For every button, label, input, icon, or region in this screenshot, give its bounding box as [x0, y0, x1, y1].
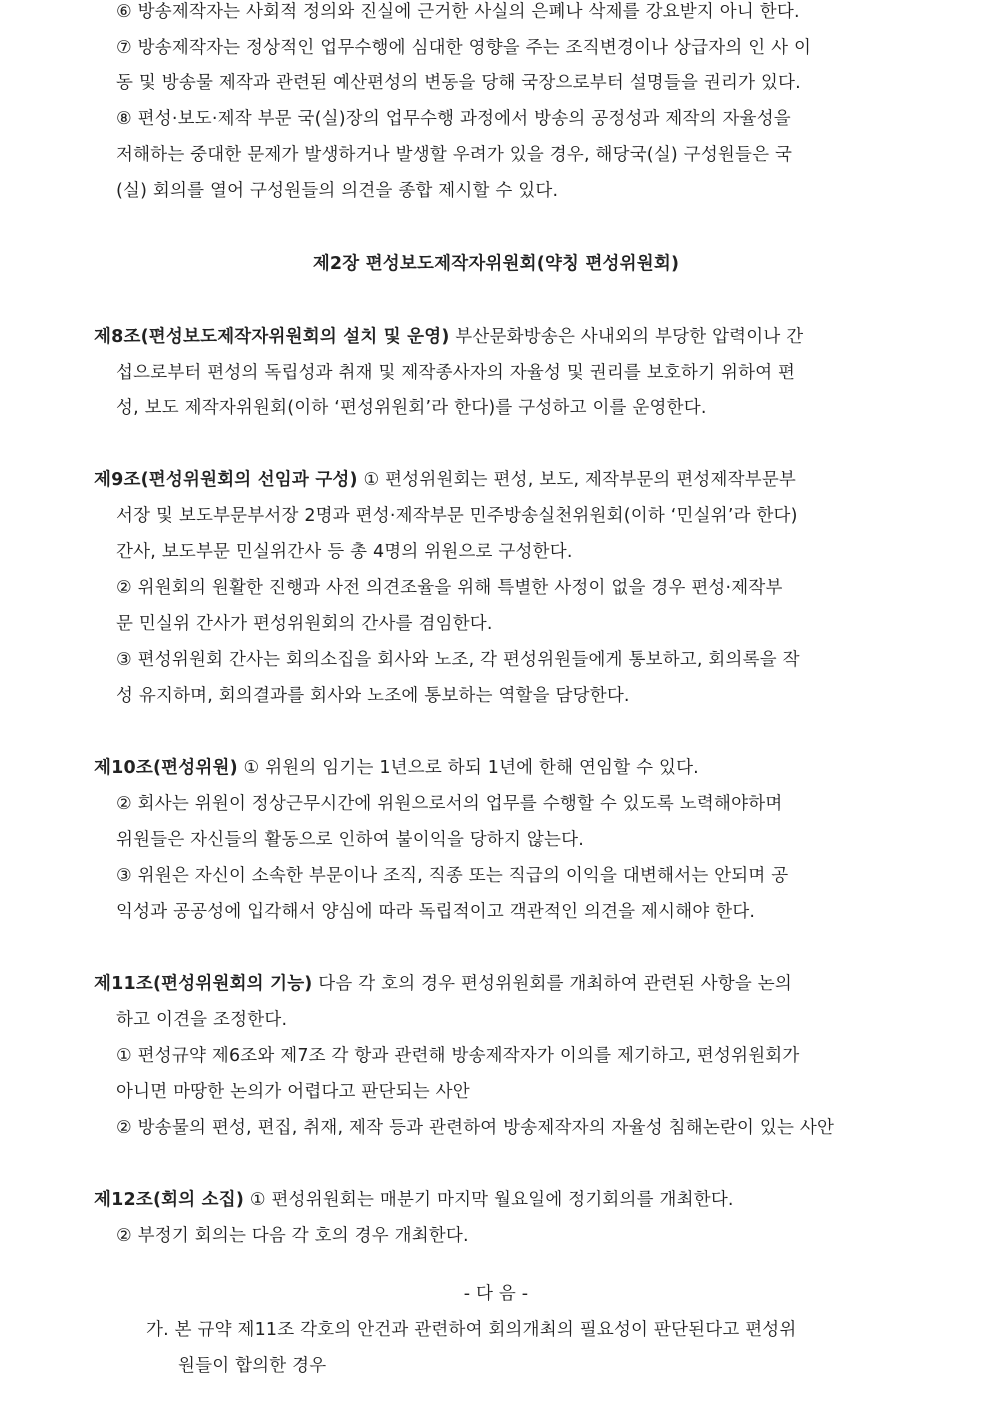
article-11-para-1-line-2: 아니면 마땅한 논의가 어렵다고 판단되는 사안: [116, 1082, 470, 1102]
article-10-para-3-line-1: ③ 위원은 자신이 소속한 부문이나 조직, 직종 또는 직급의 이익을 대변해서는 안되며 공: [116, 866, 789, 886]
article-11-para-1-line-1: ① 편성규약 제6조와 제7조 각 항과 관련해 방송제작자가 이의를 제기하고, 편성위원회가: [116, 1046, 800, 1066]
article-9-para-2-line-1: ② 위원회의 원활한 진행과 사전 의견조율을 위해 특별한 사정이 없을 경우 편성·제작부: [116, 578, 783, 598]
paragraph-8-line-1: ⑧ 편성·보도·제작 부문 국(실)장의 업무수행 과정에서 방송의 공정성과 제작의 자율성을: [116, 109, 791, 129]
paragraph-7-line-2: 동 및 방송물 제작과 관련된 예산편성의 변동을 당해 국장으로부터 설명들을 권리가 있다.: [116, 73, 801, 93]
article-8-line-2: 섭으로부터 편성의 독립성과 취재 및 제작종사자의 자율성 및 권리를 보호하기 위하여 편: [116, 363, 796, 383]
article-11-para-2-line-1: ② 방송물의 편성, 편집, 취재, 제작 등과 관련하여 방송제작자의 자율성 침해논란이 있는 사안: [116, 1118, 835, 1138]
article-10-para-2-line-2: 위원들은 자신들의 활동으로 인하여 불이익을 당하지 않는다.: [116, 830, 584, 850]
article-8-line-1: [94, 325, 803, 349]
item-ga-line-2: 원들이 합의한 경우: [178, 1356, 327, 1376]
article-9-para-3-line-2: 성 유지하며, 회의결과를 회사와 노조에 통보하는 역할을 담당한다.: [116, 686, 630, 706]
chapter-title: 제2장 편성보도제작자위원회(약칭 편성위원회): [312, 254, 680, 274]
article-11-text: 다음 각 호의 경우 편성위원회를 개최하여 관련된 사항을 논의: [312, 974, 792, 994]
article-11-heading: 제11조(편성위원회의 기능): [94, 974, 313, 994]
article-9-para-3-line-1: ③ 편성위원회 간사는 회의소집을 회사와 노조, 각 편성위원들에게 통보하고, 회의록을 작: [116, 650, 800, 670]
article-10-para-2-line-1: ② 회사는 위원이 정상근무시간에 위원으로서의 업무를 수행할 수 있도록 노력해야하며: [116, 794, 783, 814]
article-12-heading: 제12조(회의 소집): [94, 1190, 245, 1210]
article-12-line-1: [94, 1188, 734, 1212]
article-9-line-3: 간사, 보도부문 민실위간사 등 총 4명의 위원으로 구성한다.: [116, 542, 573, 562]
paragraph-8-line-2: 저해하는 중대한 문제가 발생하거나 발생할 우려가 있을 경우, 해당국(실) 구성원들은 국: [116, 145, 793, 165]
article-11-line-1: [94, 972, 792, 996]
article-8-line-3: 성, 보도 제작자위원회(이하 ‘편성위원회’라 한다)를 구성하고 이를 운영한다.: [116, 398, 707, 418]
article-10-line-1: [94, 756, 699, 780]
article-9-text: ① 편성위원회는 편성, 보도, 제작부문의 편성제작부문부: [357, 470, 797, 490]
article-9-heading: 제9조(편성위원회의 선임과 구성): [94, 470, 358, 490]
paragraph-7-line-1: ⑦ 방송제작자는 정상적인 업무수행에 심대한 영향을 주는 조직변경이나 상급자의 인 사 이: [116, 38, 812, 58]
article-8-text: 부산문화방송은 사내외의 부당한 압력이나 간: [449, 327, 804, 347]
article-10-para-3-line-2: 익성과 공공성에 입각해서 양심에 따라 독립적이고 객관적인 의견을 제시해야 한다.: [116, 902, 756, 922]
article-9-para-2-line-2: 문 민실위 간사가 편성위원회의 간사를 겸임한다.: [116, 614, 493, 634]
paragraph-8-line-3: (실) 회의를 열어 구성원들의 의견을 종합 제시할 수 있다.: [116, 181, 559, 201]
article-11-line-2: 하고 이견을 조정한다.: [116, 1010, 288, 1030]
article-10-heading: 제10조(편성위원): [94, 758, 238, 778]
paragraph-6: ⑥ 방송제작자는 사회적 정의와 진실에 근거한 사실의 은폐나 삭제를 강요받지 아니 한다.: [116, 2, 800, 22]
article-12-para-2-line-1: ② 부정기 회의는 다음 각 호의 경우 개최한다.: [116, 1226, 469, 1246]
article-10-text: ① 위원의 임기는 1년으로 하되 1년에 한해 연임할 수 있다.: [237, 758, 699, 778]
article-12-text: ① 편성위원회는 매분기 마지막 월요일에 정기회의를 개최한다.: [244, 1190, 734, 1210]
item-ga-line-1: 가. 본 규약 제11조 각호의 안건과 관련하여 회의개최의 필요성이 판단된다고 편성위: [146, 1320, 797, 1340]
article-8-heading: 제8조(편성보도제작자위원회의 설치 및 운영): [94, 327, 450, 347]
note-heading: - 다 음 -: [463, 1284, 529, 1304]
article-9-line-2: 서장 및 보도부문부서장 2명과 편성·제작부문 민주방송실천위원회(이하 ‘민실위’라 한다): [116, 506, 798, 526]
article-9-line-1: [94, 468, 796, 492]
